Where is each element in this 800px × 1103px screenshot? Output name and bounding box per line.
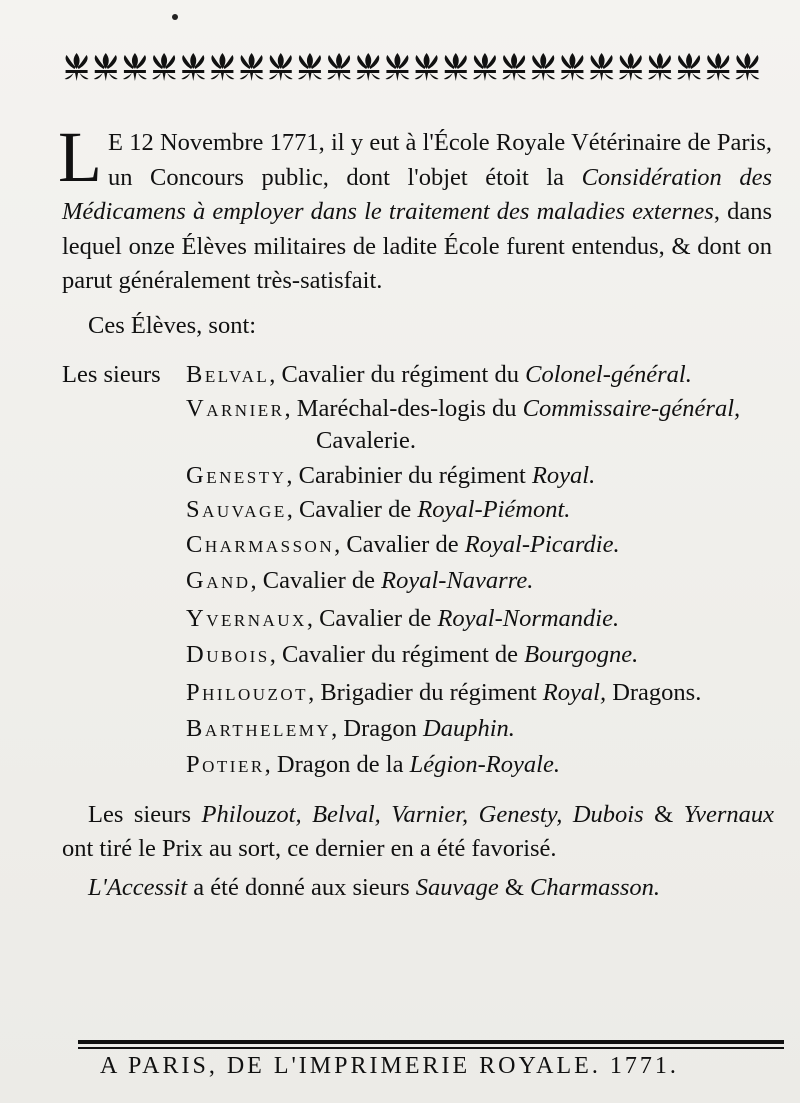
varnier-continuation: Cavalerie. [316, 427, 416, 454]
student-row [186, 641, 638, 669]
intro-text-italic: Considération des Médicamens à employer dans le traitement des maladies externes [62, 163, 772, 225]
student-role: , Cavalier du régiment du [269, 361, 526, 388]
student-name: Barthelemy [186, 715, 332, 742]
fleur-de-lis-icon [444, 53, 468, 81]
student-row [186, 679, 701, 707]
accessit-text-b: & [498, 874, 531, 901]
fleur-de-lis-icon [152, 53, 176, 81]
student-role: , Cavalier de [334, 531, 465, 558]
student-unit-suffix: Dragons. [606, 679, 702, 706]
student-unit: Royal-Picardie. [464, 531, 620, 558]
student-name: Philouzot [186, 679, 309, 706]
prize-text-a: Les sieurs [88, 801, 202, 828]
fleur-de-lis-icon [706, 53, 730, 81]
intro-text-a: E 12 Novembre 1771, il y eut à l'École Royale Vétérinaire de Paris, un Concours public, dont l'objet étoit la [107, 129, 772, 191]
student-row [186, 567, 533, 595]
student-unit: Légion-Royale. [409, 751, 560, 778]
student-role: , Cavalier de [250, 567, 382, 594]
student-unit: Colonel-général. [525, 361, 692, 388]
student-unit: Dauphin. [423, 715, 515, 742]
student-name: Potier [186, 751, 265, 778]
fleur-de-lis-icon [65, 53, 89, 81]
fleur-de-lis-icon [415, 53, 439, 81]
fleur-de-lis-icon [240, 53, 264, 81]
fleur-de-lis-icon [269, 53, 293, 81]
student-row [186, 605, 619, 633]
student-unit: Royal-Normandie. [437, 605, 620, 632]
student-role: , Dragon de la [264, 751, 410, 778]
fleur-de-lis-icon [473, 53, 497, 81]
accessit-name-2: Charmasson. [530, 874, 661, 901]
student-unit: Royal. [531, 462, 596, 489]
fleur-de-lis-icon [356, 53, 380, 81]
fleur-de-lis-icon [327, 53, 351, 81]
student-row [186, 496, 570, 524]
student-row [186, 751, 560, 779]
student-unit: Royal-Piémont. [417, 496, 571, 523]
student-name: Genesty [186, 462, 287, 489]
fleur-de-lis-icon [298, 53, 322, 81]
fleur-de-lis-icon [123, 53, 147, 81]
student-unit: Commissaire-général, [522, 395, 741, 422]
fleur-de-lis-icon [619, 53, 643, 81]
student-row [186, 715, 515, 743]
prize-text-c: ont tiré le Prix au sort, ce dernier en a été favorisé. [62, 835, 557, 862]
footer-rule-thick [78, 1040, 784, 1044]
student-name: Yvernaux [186, 605, 307, 632]
accessit-text-a: a été donné aux sieurs [187, 874, 416, 901]
imprint-line: A PARIS, DE L'IMPRIMERIE ROYALE. 1771. [100, 1053, 679, 1079]
intro-paragraph [58, 117, 772, 299]
prize-text-b: & [643, 801, 684, 828]
student-role: , Brigadier du régiment [308, 679, 543, 706]
student-row [186, 395, 740, 423]
student-row [186, 531, 620, 559]
student-role: , Maréchal-des-logis du [284, 395, 523, 422]
fleur-de-lis-icon [677, 53, 701, 81]
student-name: Sauvage [186, 496, 287, 523]
prize-last-name: Yvernaux [683, 801, 774, 828]
les-sieurs-label: Les sieurs [62, 361, 161, 388]
student-name: Varnier [186, 395, 285, 422]
student-role: , Carabinier du régiment [286, 462, 532, 489]
fleur-de-lis-icon [648, 53, 672, 81]
accessit-name-1: Sauvage [415, 874, 499, 901]
intro-text-b: , dans lequel onze Élèves militaires de ladite École furent entendus, & dont on parut généralement très-satisfait. [62, 198, 772, 294]
student-name: Dubois [186, 641, 270, 668]
fleur-de-lis-icon [590, 53, 614, 81]
prize-names: Philouzot, Belval, Varnier, Genesty, Dubois [201, 801, 644, 828]
prize-paragraph [62, 798, 774, 866]
student-unit: Royal-Navarre. [381, 567, 534, 594]
student-unit: Royal, [542, 679, 607, 706]
student-role: , Cavalier du régiment de [269, 641, 525, 668]
student-row [186, 361, 692, 389]
fleur-de-lis-icon [181, 53, 205, 81]
fleur-de-lis-icon [735, 53, 759, 81]
student-role: , Dragon [331, 715, 424, 742]
student-role: , Cavalier de [286, 496, 418, 523]
student-unit: Bourgogne. [524, 641, 639, 668]
fleur-de-lis-icon [502, 53, 526, 81]
student-name: Charmasson [186, 531, 335, 558]
student-role: , Cavalier de [306, 605, 438, 632]
ces-eleves-heading: Ces Élèves, sont: [88, 312, 257, 339]
fleur-de-lis-border [62, 50, 762, 84]
accessit-paragraph [88, 874, 660, 902]
drop-cap: L [58, 117, 102, 197]
fleur-de-lis-icon [94, 53, 118, 81]
student-row [186, 462, 595, 490]
footer-rule-thin [78, 1047, 784, 1049]
fleur-de-lis-icon [531, 53, 555, 81]
accessit-word: L'Accessit [88, 874, 188, 901]
ink-speck [172, 14, 178, 20]
student-name: Belval [186, 361, 270, 388]
fleur-de-lis-icon [210, 53, 234, 81]
fleur-de-lis-icon [560, 53, 584, 81]
student-name: Gand [186, 567, 251, 594]
fleur-de-lis-icon [385, 53, 409, 81]
